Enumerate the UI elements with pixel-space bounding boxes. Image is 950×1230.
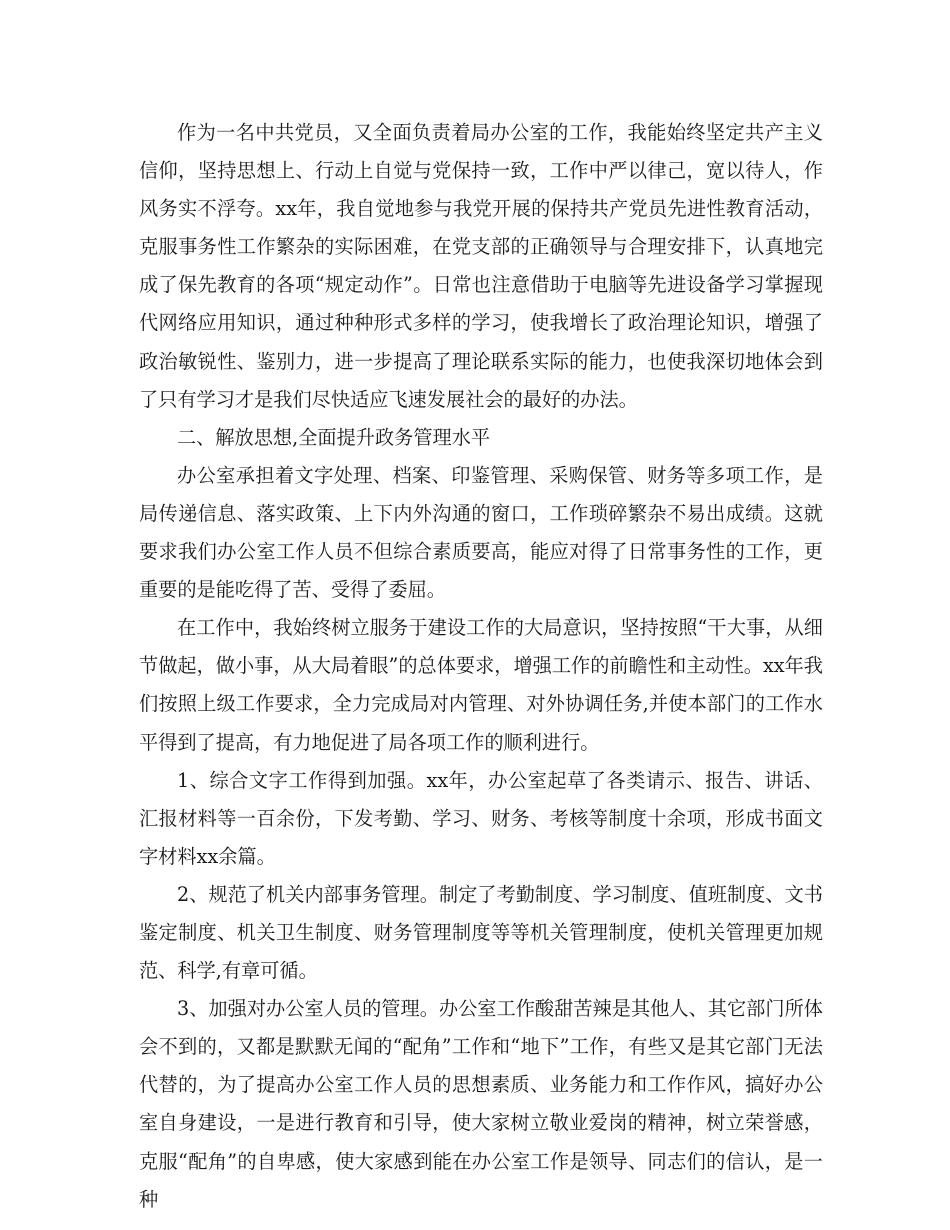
list-item-3-staff: 3、加强对办公室人员的管理。办公室工作酸甜苦辣是其他人、其它部门所体会不到的，又都是默默无闻的“配角”工作和“地下”工作，有些又是其它部门无法代替的，为了提高办公室工作人员的思想素质、业务能力和工作作风，搞好办公室自身建设，一是进行教育和引导，使大家树立敬业爱岗的精神，树立荣誉感，克服“配角”的自卑感，使大家感到能在办公室工作是领导、同志们的信认，是一种 [139,997,823,1211]
paragraph-work-approach: 在工作中，我始终树立服务于建设工作的大局意识，坚持按照“干大事，从细节做起，做小事，从大局着眼”的总体要求，增强工作的前瞻性和主动性。xx年我们按照上级工作要求，全力完成局对内管理、对外协调任务,并使本部门的工作水平得到了提高，有力地促进了局各项工作的顺利进行。 [139,616,823,754]
paragraph-party-member: 作为一名中共党员，又全面负责着局办公室的工作，我能始终坚定共产主义信仰，坚持思想上、行动上自觉与党保持一致，工作中严以律己，宽以待人，作风务实不浮夸。xx年，我自觉地参与我党开展的保持共产党员先进性教育活动，克服事务性工作繁杂的实际困难，在党支部的正确领导与合理安排下，认真地完成了保先教育的各项“规定动作”。日常也注意借助于电脑等先进设备学习掌握现代网络应用知识，通过种种形式多样的学习，使我增长了政治理论知识，增强了政治敏锐性、鉴别力，进一步提高了理论联系实际的能力，也使我深切地体会到了只有学习才是我们尽快适应飞速发展社会的最好的办法。 [139,121,823,411]
section-heading-2: 二、解放思想,全面提升政务管理水平 [177,425,491,449]
list-item-2-management: 2、规范了机关内部事务管理。制定了考勤制度、学习制度、值班制度、文书鉴定制度、机关卫生制度、财务管理制度等等机关管理制度，使机关管理更加规范、科学,有章可循。 [139,882,823,983]
document-body [139,114,823,1219]
paragraph-office-duties: 办公室承担着文字处理、档案、印鉴管理、采购保管、财务等多项工作，是局传递信息、落实政策、上下内外沟通的窗口，工作琐碎繁杂不易出成绩。这就要求我们办公室工作人员不但综合素质要高，能应对得了日常事务性的工作，更重要的是能吃得了苦、受得了委屈。 [139,463,823,602]
list-item-1-writing: 1、综合文字工作得到加强。xx年，办公室起草了各类请示、报告、讲话、汇报材料等一百余份，下发考勤、学习、财务、考核等制度十余项，形成书面文字材料xx余篇。 [139,768,823,868]
